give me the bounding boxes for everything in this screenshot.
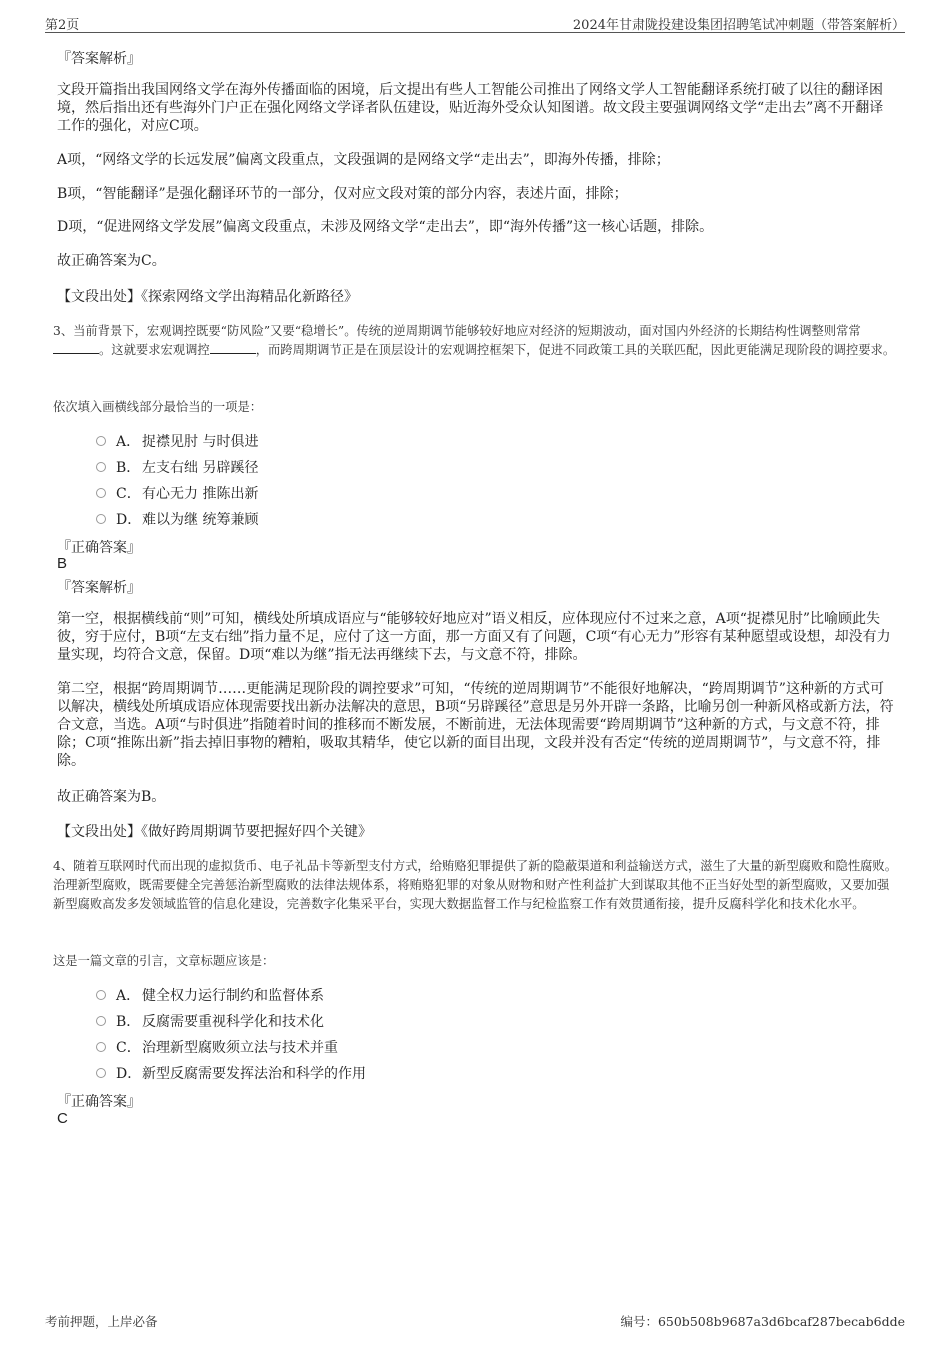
- option-letter: C．: [116, 486, 141, 502]
- question-3-text-part2: 。这就要求宏观调控: [99, 343, 210, 357]
- radio-button-icon[interactable]: [96, 514, 106, 524]
- question-4-option-d[interactable]: [96, 1063, 366, 1081]
- correct-answer-value: B: [57, 555, 68, 572]
- option-text: 新型反腐需要发挥法治和科学的作用: [142, 1066, 366, 1082]
- passage-source: 【文段出处】《做好跨周期调节要把握好四个关键》: [57, 824, 372, 840]
- footer-slogan: 考前押题，上岸必备: [45, 1314, 158, 1329]
- correct-answer-value: C: [57, 1110, 68, 1127]
- radio-button-icon[interactable]: [96, 436, 106, 446]
- page-footer: [45, 1312, 905, 1332]
- question-3-option-c[interactable]: [96, 483, 258, 501]
- question-3-option-d[interactable]: [96, 509, 258, 527]
- option-letter: A．: [116, 988, 141, 1004]
- question-3-option-b[interactable]: [96, 457, 258, 475]
- question-3-text-part1: 3、当前背景下，宏观调控既要“防风险”又要“稳增长”。传统的逆周期调节能够较好地应对经济的短期波动，面对国内外经济的长期结构性调整则常常: [53, 324, 861, 338]
- option-text: 难以为继 统筹兼顾: [142, 512, 259, 528]
- analysis-paragraph: 文段开篇指出我国网络文学在海外传播面临的困境，后文提出有些人工智能公司推出了网络文学人工智能翻译系统打破了以往的翻译困境，然后指出还有些海外门户正在强化网络文学译者队伍建设，贴近海外受众认知图谱。故文段主要强调网络文学“走出去”离不开翻译工作的强化，对应C项。: [57, 82, 884, 134]
- analysis-option-b: B项，“智能翻译”是强化翻译环节的一部分，仅对应文段对策的部分内容，表述片面，排除；: [57, 186, 628, 202]
- option-letter: D．: [116, 1066, 142, 1082]
- option-text: 左支右绌 另辟蹊径: [142, 460, 259, 476]
- option-text: 反腐需要重视科学化和技术化: [142, 1014, 324, 1030]
- analysis-option-a: A项，“网络文学的长远发展”偏离文段重点，文段强调的是网络文学“走出去”，即海外传播，排除；: [57, 152, 670, 168]
- document-id: 编号：650b508b9687a3d6bcaf287becab6dde: [620, 1314, 905, 1329]
- radio-button-icon[interactable]: [96, 462, 106, 472]
- correct-answer-heading: 『正确答案』: [57, 540, 141, 556]
- answer-conclusion: 故正确答案为B。: [57, 789, 166, 805]
- option-text: 捉襟见肘 与时俱进: [142, 434, 259, 450]
- answer-conclusion: 故正确答案为C。: [57, 253, 166, 269]
- question-3-prompt: 依次填入画横线部分最恰当的一项是：: [53, 400, 263, 414]
- fill-blank-2: [210, 341, 256, 354]
- question-4-prompt: 这是一篇文章的引言，文章标题应该是：: [53, 954, 275, 968]
- question-3-option-a[interactable]: [96, 431, 258, 449]
- option-letter: B．: [116, 460, 141, 476]
- option-letter: A．: [116, 434, 141, 450]
- fill-blank-1: [53, 341, 99, 354]
- question-3-text-part3: ，而跨周期调节正是在顶层设计的宏观调控框架下，促进不同政策工具的关联匹配，因此更能满足现阶段的调控要求。: [255, 343, 896, 357]
- option-letter: B．: [116, 1014, 141, 1030]
- radio-button-icon[interactable]: [96, 1016, 106, 1026]
- question-4-option-a[interactable]: [96, 985, 324, 1003]
- analysis-option-d: D项，“促进网络文学发展”偏离文段重点，未涉及网络文学“走出去”，即“海外传播”这一核心话题，排除。: [57, 219, 714, 235]
- analysis-blank-2: 第二空，根据“跨周期调节……更能满足现阶段的调控要求”可知，“传统的逆周期调节”不能很好地解决，“跨周期调节”这种新的方式可以解决，横线处所填成语应体现需要找出新办法解决的意思，B项“另辟蹊径”意思是另外开辟一条路，比喻另创一种新风格或新方法，符合文意，当选。A项“与时俱进”指随着时间的推移而不断发展，不断前进，无法体现需要“跨周期调节”这种新的方式，与文意不符，排除；C项“推陈出新”指去掉旧事物的糟粕，吸取其精华，使它以新的面目出现，文段并没有否定“传统的逆周期调节”，与文意不符，排除。: [57, 681, 894, 769]
- radio-button-icon[interactable]: [96, 990, 106, 1000]
- page-number: 第2页: [45, 18, 80, 33]
- passage-source: 【文段出处】《探索网络文学出海精品化新路径》: [57, 289, 358, 305]
- option-letter: D．: [116, 512, 142, 528]
- radio-button-icon[interactable]: [96, 488, 106, 498]
- option-text: 治理新型腐败须立法与技术并重: [142, 1040, 338, 1056]
- document-title: 2024年甘肃陇投建设集团招聘笔试冲刺题（带答案解析）: [572, 18, 905, 33]
- question-3-text: [53, 322, 898, 360]
- radio-button-icon[interactable]: [96, 1068, 106, 1078]
- option-text: 有心无力 推陈出新: [142, 486, 259, 502]
- question-4-text: 4、随着互联网时代而出现的虚拟货币、电子礼品卡等新型支付方式，给贿赂犯罪提供了新的隐蔽渠道和利益输送方式，滋生了大量的新型腐败和隐性腐败。治理新型腐败，既需要健全完善惩治新型腐败的法律法规体系，将贿赂犯罪的对象从财物和财产性利益扩大到谋取其他不正当好处型的新型腐败，又要加强新型腐败高发多发领域监管的信息化建设，完善数字化集采平台，实现大数据监督工作与纪检监察工作有效贯通衔接，提升反腐科学化和技术化水平。: [53, 859, 898, 911]
- option-text: 健全权力运行制约和监督体系: [142, 988, 324, 1004]
- analysis-heading: 『答案解析』: [57, 580, 141, 596]
- question-4-option-c[interactable]: [96, 1037, 338, 1055]
- option-letter: C．: [116, 1040, 141, 1056]
- analysis-blank-1: 第一空，根据横线前“则”可知，横线处所填成语应与“能够较好地应对”语义相反，应体现应付不过来之意，A项“捉襟见肘”比喻顾此失彼，穷于应付，B项“左支右绌”指力量不足，应付了这一方面，那一方面又有了问题，C项“有心无力”形容有某种愿望或设想，却没有力量实现，均符合文意，保留。D项“难以为继”指无法再继续下去，与文意不符，排除。: [57, 611, 891, 663]
- page-header: [45, 10, 905, 33]
- question-4-option-b[interactable]: [96, 1011, 324, 1029]
- analysis-heading: 『答案解析』: [57, 51, 141, 67]
- radio-button-icon[interactable]: [96, 1042, 106, 1052]
- correct-answer-heading: 『正确答案』: [57, 1094, 141, 1110]
